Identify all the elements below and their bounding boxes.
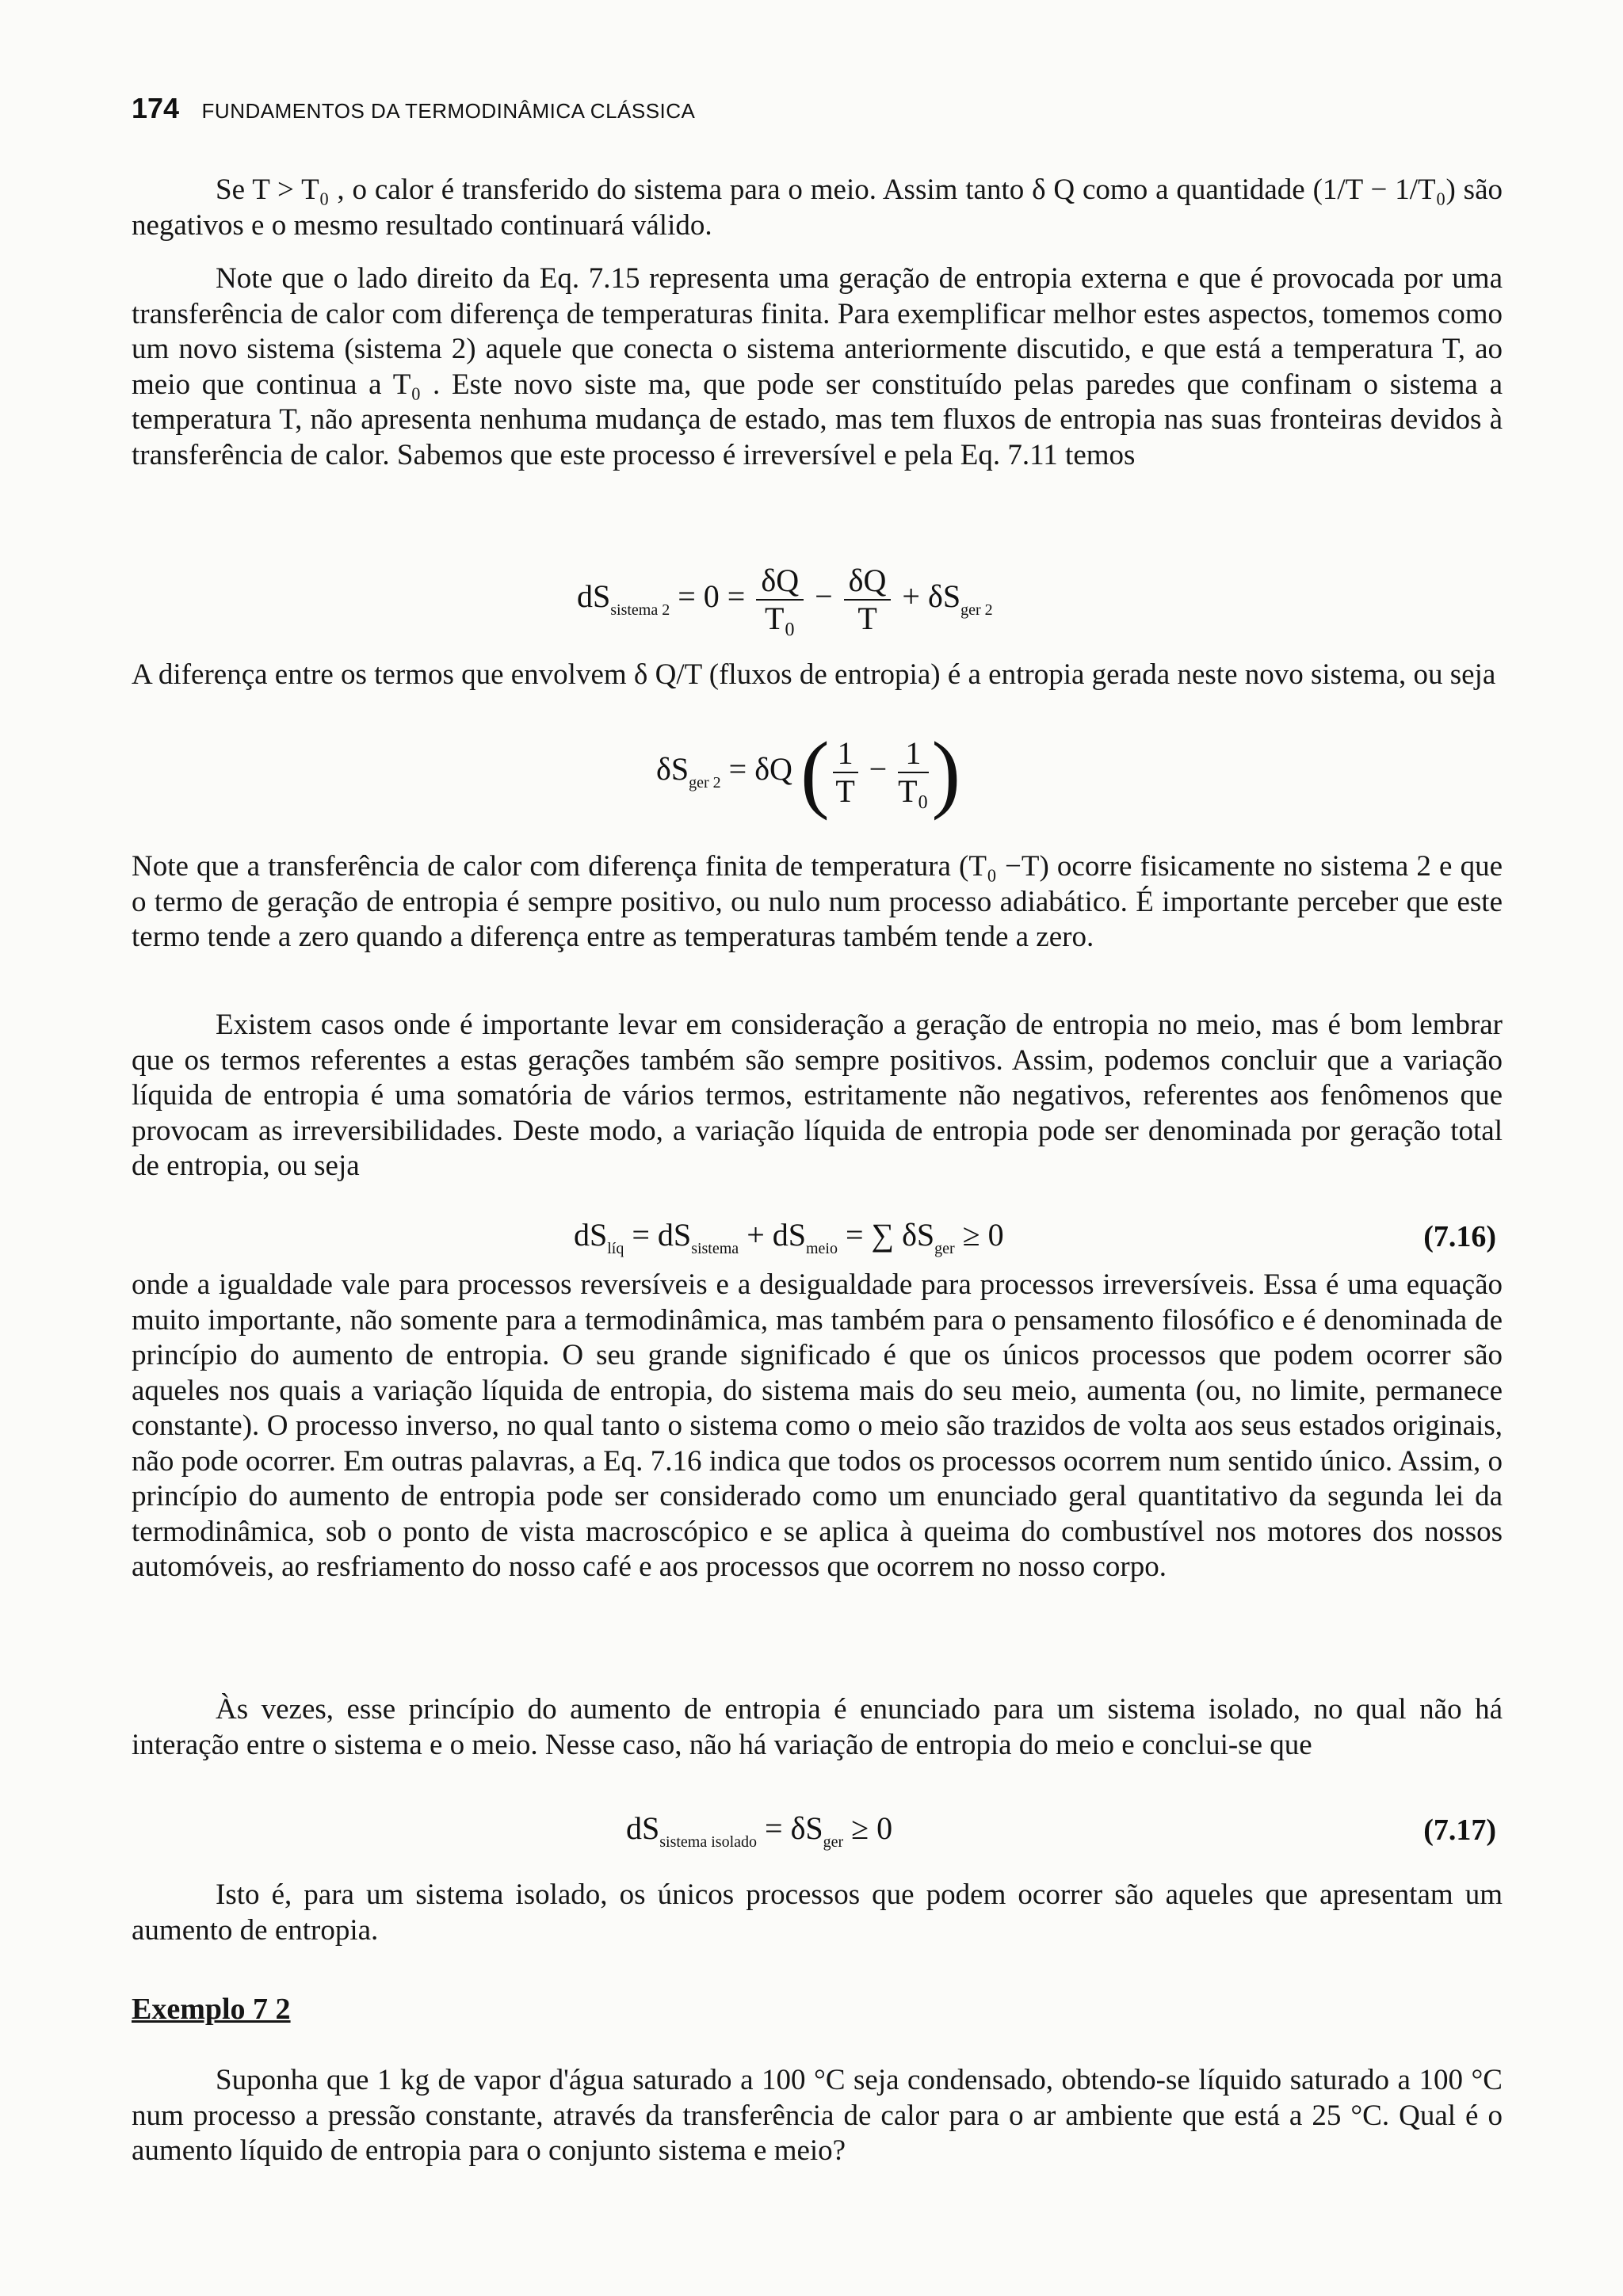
equation-entropy-balance-system-2: $dS_{sistema 2} = 0$ = $\frac{\delta Q}{\text{T₀}}$ − $\frac{\delta Q}{T}$ + $\delta S_{ger 2}$ xyxy=(577,563,993,636)
paragraph-8: Isto é, para um sistema isolado, os únicos processos que podem ocorrer são aqueles que apresentam um aumento de entropia. xyxy=(132,1878,1503,1947)
paragraph-6: onde a igualdade vale para processos reversíveis e a desigualdade para processos irreversíveis. Essa é uma equação muito importante, não somente para a termodinâmica, mas também para o pensamento filosófico e é denominada de princípio do aumento de entropia. O seu grande significado é que os únicos processos que podem ocorrer são aqueles nos quais a variação líquida de entropia, do sistema mais do seu meio, aumenta (ou, no limite, permanece constante). O processo inverso, no qual tanto o sistema como o meio são trazidos de volta aos seus estados originais, não pode ocorrer. Em outras palavras, a Eq. 7.16 indica que todos os processos ocorrem num sentido único. Assim, o princípio do aumento de entropia pode ser considerado como um enunciado geral quantitativo da segunda lei da termodinâmica, sob o ponto de vista macroscópico e se aplica à queima do combustível nos motores dos nossos automóveis, ao resfriamento do nosso café e aos processos que ocorrem no nosso corpo. xyxy=(132,1268,1503,1583)
paragraph-7: Às vezes, esse princípio do aumento de entropia é enunciado para um sistema isolado, no qual não há interação entre o sistema e o meio. Nesse caso, não há variação de entropia do meio e conclui-se que xyxy=(132,1693,1503,1761)
running-title: FUNDAMENTOS DA TERMODINÂMICA CLÁSSICA xyxy=(201,99,696,123)
paragraph-2: Note que o lado direito da Eq. 7.15 representa uma geração de entropia externa e que é provocada por uma transferência de calor com diferença de temperaturas finita. Para exemplificar melhor estes aspectos, tomemos como um novo sistema (sistema 2) aquele que conecta o sistema anteriormente discutido, e que está a temperatura T, ao meio que continua a T₀ . Este novo siste ma, que pode ser constituído pelas paredes que confinam o sistema a temperatura T, não apresenta nenhuma mudança de estado, mas tem fluxos de entropia nas suas fronteiras devidos à transferência de calor. Sabemos que este processo é irreversível e pela Eq. 7.11 temos xyxy=(132,262,1503,471)
equation-entropy-generation-system-2: $\delta S_{ger 2} = \delta Q$ ( $\frac{1}{T}$ − $\frac{1}{\text{T₀}}$ ) xyxy=(656,724,961,821)
equation-number-7-16: (7.16) xyxy=(1423,1220,1496,1253)
example-heading: Exemplo 7 2 xyxy=(132,1993,291,2026)
paragraph-5: Existem casos onde é importante levar em consideração a geração de entropia no meio, mas é bom lembrar que os termos referentes a estas gerações também são sempre positivos. Assim, podemos concluir que a variação líquida de entropia é uma somatória de vários termos, estritamente não negativos, referentes aos fenômenos que provocam as irreversibilidades. Deste modo, a variação líquida de entropia pode ser denominada por geração total de entropia, ou seja xyxy=(132,1009,1503,1182)
page-header xyxy=(132,92,1495,132)
example-statement: Suponha que 1 kg de vapor d'água saturado a 100 °C seja condensado, obtendo-se líquido saturado a 100 °C num processo a pressão constante, através da transferência de calor para o ar ambiente que está a 25 °C. Qual é o aumento líquido de entropia para o conjunto sistema e meio? xyxy=(132,2064,1503,2167)
equation-7-17: $dS_{sistema isolado} = \delta S_{ger} \ge 0$ (7.17) xyxy=(626,1810,1496,1851)
equation-number-7-17: (7.17) xyxy=(1423,1814,1496,1847)
page-number: 174 xyxy=(132,92,180,124)
paragraph-3: A diferença entre os termos que envolvem δ Q/T (fluxos de entropia) é a entropia gerada neste novo sistema, ou seja xyxy=(132,658,1496,691)
paragraph-1: Se T > T₀ , o calor é transferido do sistema para o meio. Assim tanto δ Q como a quantidade (1/T − 1/T₀) são negativos e o mesmo resultado continuará válido. xyxy=(132,174,1503,242)
equation-7-16: $dS_{líq} = dS_{sistema} + dS_{meio}$ = ∑ $\delta S_{ger} \ge 0$ (7.16) xyxy=(574,1217,1496,1257)
paragraph-4: Note que a transferência de calor com diferença finita de temperatura (T₀ −T) ocorre fisicamente no sistema 2 e que o termo de geração de entropia é sempre positivo, ou nulo num processo adiabático. É importante perceber que este termo tende a zero quando a diferença entre as temperaturas também tende a zero. xyxy=(132,850,1503,953)
